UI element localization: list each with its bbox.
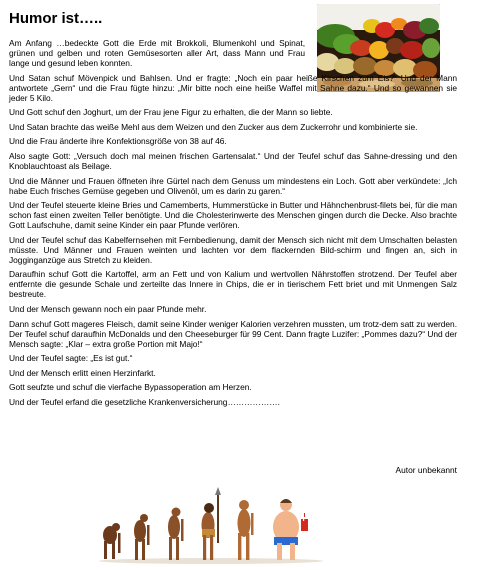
paragraph: Und der Mensch erlitt einen Herzinfarkt. — [9, 367, 156, 378]
paragraph: Und der Teufel erfand die gesetzliche Krankenversicherung………………. — [9, 396, 280, 407]
document-body — [9, 38, 457, 411]
paragraph: Dann schuf Gott mageres Fleisch, damit seine Kinder weniger Kalorien verzehren mussten, um trotz-dem satt zu werden. Der Teufel schuf daraufhin McDonalds und den Cheeseburger für 99 Cent. Dann fragte Luzifer: „Pommes dazu?“ Und der Mensch sagte: „Klar – extra große Portion mit Majo!“ — [9, 318, 457, 349]
paragraph: Gott seufzte und schuf die vierfache Bypassoperation am Herzen. — [9, 382, 252, 393]
paragraph: Am Anfang …bedeckte Gott die Erde mit Brokkoli, Blumenkohl und Spinat, grünen und gelben und roten Gemüsesorten aller Art, dass Mann und Frau lange und gesund leben konnten. — [9, 38, 305, 69]
evolution-image — [96, 475, 326, 565]
hominid-figure — [168, 508, 184, 561]
early-man-figure — [238, 500, 254, 560]
paragraph: Und Satan brachte das weiße Mehl aus dem Weizen und den Zucker aus dem Zuckerrohr und kombinierte sie. — [9, 121, 418, 132]
early-hominid-figure — [134, 514, 150, 560]
paragraph: Daraufhin schuf Gott die Kartoffel, arm an Fett und von Kalium und wertvollen Nährstoffen strotzend. Der Teufel aber entfernte die gesunde Schale und zerteilte das Innere in Chips, die er in tierischem Fett briet und mit Unmengen Salz bestreute. — [9, 269, 457, 300]
paragraph: Also sagte Gott: „Versuch doch mal meinen frischen Gartensalat.“ Und der Teufel schuf das Sahne-dressing und den Knoblauchtoast als Beilage. — [9, 150, 457, 171]
page-title: Humor ist….. — [9, 10, 103, 27]
paragraph: Und der Mensch gewann noch ein paar Pfunde mehr. — [9, 304, 207, 315]
modern-man-figure — [273, 499, 308, 560]
paragraph: Und Gott schuf den Joghurt, um der Frau jene Figur zu erhalten, die der Mann so liebte. — [9, 107, 333, 118]
paragraph: Und Satan schuf Mövenpick und Bahlsen. Und er fragte: „Noch ein paar heiße Kirschen zum Eis?“ Und der Mann antwortete „Gern“ und die Frau fügte hinzu: „Mir bitte noch eine heiße Waffel mit Sahne dazu.“ Und so gewannen sie jeder 5 Kilo. — [9, 72, 457, 103]
ape-figure — [103, 523, 121, 559]
author-credit: Autor unbekannt — [395, 465, 457, 475]
paragraph: Und der Teufel sagte: „Es ist gut.“ — [9, 353, 133, 364]
paragraph: Und die Frau änderte ihre Konfektionsgröße von 38 auf 46. — [9, 136, 227, 147]
paragraph: Und der Teufel schuf das Kabelfernsehen mit Fernbedienung, damit der Mensch sich nicht mit dem Umschalten belasten müsste. Und Männer und Frauen weinten und lachten vor dem flackernden Bild-schirm und fingen an, sich in Jogginganzüge aus Stretch zu kleiden. — [9, 234, 457, 265]
caveman-figure — [202, 487, 222, 560]
paragraph: Und der Teufel steuerte kleine Bries und Camemberts, Hummerstücke in Butter und Hähnchenbrust-filets bei, für die man schon fast einen zweiten Teller benötigte. Und die Cholesterinwerte des Menschen gingen durch die Decke. Also brachte Gott Laufschuhe, damit seine Kinder ein paar Pfunde verlören. — [9, 200, 457, 231]
paragraph: Und die Männer und Frauen öffneten ihre Gürtel nach dem Genuss um mindestens ein Loch. Gott aber verkündete: „Ich habe Euch frisches Gemüse gegeben und Olivenöl, um es darin zu garen.“ — [9, 175, 457, 196]
evolution-illustration — [96, 475, 326, 565]
